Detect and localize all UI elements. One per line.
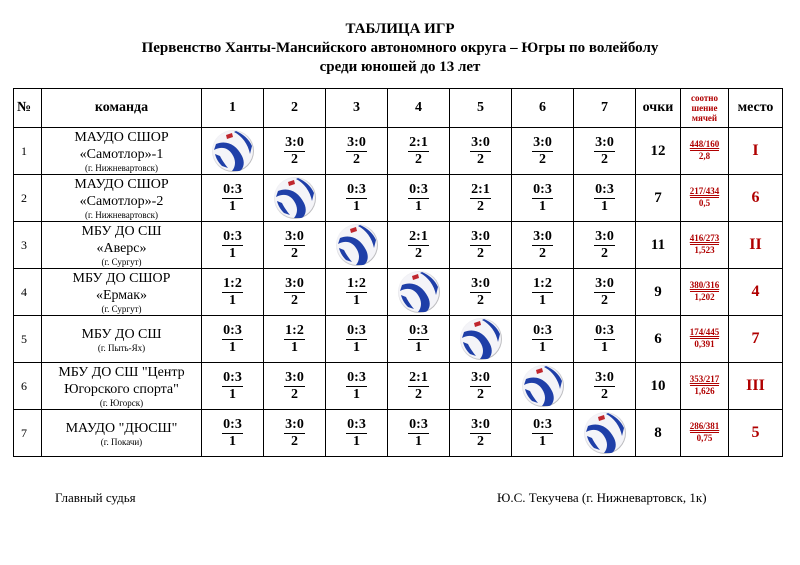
match-score	[532, 276, 553, 309]
ball-ratio	[690, 233, 720, 256]
set-score: 0:3	[223, 369, 242, 385]
team-number: 5	[14, 316, 42, 363]
match-score	[470, 229, 491, 262]
match-points: 2	[290, 292, 298, 308]
col-ratio	[681, 89, 729, 128]
set-score: 3:0	[471, 228, 490, 244]
team-cell	[42, 410, 202, 457]
team-name-line1: МБУ ДО СШОР	[72, 271, 171, 286]
match-points: 2	[538, 245, 546, 261]
match-score	[346, 135, 367, 168]
match-points: 2	[476, 386, 484, 402]
judge-name: Ю.С. Текучева (г. Нижневартовск, 1к)	[497, 490, 707, 505]
ratio-cell	[681, 363, 729, 410]
team-points: 10	[636, 363, 681, 410]
match-score	[594, 229, 615, 262]
self-match-cell	[512, 363, 574, 410]
set-score: 3:0	[285, 369, 304, 385]
self-match-cell	[574, 410, 636, 457]
match-points: 1	[352, 339, 360, 355]
set-score: 1:2	[347, 275, 366, 291]
result-cell	[326, 363, 388, 410]
match-points: 1	[290, 339, 298, 355]
match-points: 1	[414, 339, 422, 355]
col-game-4: 4	[388, 89, 450, 128]
ratio-cell	[681, 410, 729, 457]
set-score: 3:0	[471, 416, 490, 432]
page-subtitle-age: среди юношей до 13 лет	[319, 59, 481, 75]
match-score	[408, 229, 429, 262]
ratio-balls: 217/434	[689, 185, 720, 196]
set-score: 3:0	[285, 275, 304, 291]
result-cell	[388, 410, 450, 457]
match-points: 1	[352, 198, 360, 214]
team-name-line1: МБУ ДО СШ	[81, 224, 162, 239]
result-cell	[326, 175, 388, 222]
match-points: 2	[414, 245, 422, 261]
table-row	[14, 222, 783, 269]
team-name-line1: МБУ ДО СШ "Центр	[58, 365, 185, 380]
result-cell	[574, 175, 636, 222]
set-score: 1:2	[285, 322, 304, 338]
team-number: 2	[14, 175, 42, 222]
match-score	[222, 323, 243, 356]
result-cell	[512, 269, 574, 316]
result-cell	[202, 269, 264, 316]
match-points: 1	[352, 292, 360, 308]
match-score	[594, 276, 615, 309]
team-place: I	[729, 128, 783, 175]
set-score: 0:3	[223, 416, 242, 432]
team-place: 5	[729, 410, 783, 457]
result-cell	[512, 222, 574, 269]
set-score: 0:3	[595, 322, 614, 338]
set-score: 2:1	[409, 228, 428, 244]
self-match-cell	[388, 269, 450, 316]
match-points: 2	[476, 198, 484, 214]
match-points: 2	[600, 151, 608, 167]
result-cell	[264, 316, 326, 363]
team-name-line1: МБУ ДО СШ	[81, 326, 162, 342]
table-row	[14, 410, 783, 457]
result-cell	[574, 363, 636, 410]
result-cell	[202, 363, 264, 410]
ball-ratio	[690, 327, 720, 350]
match-points: 1	[538, 339, 546, 355]
match-score	[470, 182, 491, 215]
set-score: 0:3	[223, 228, 242, 244]
result-cell	[264, 269, 326, 316]
team-name-line1: МАУДО СШОР	[74, 177, 169, 192]
set-score: 0:3	[347, 181, 366, 197]
match-points: 1	[538, 292, 546, 308]
team-points: 12	[636, 128, 681, 175]
set-score: 0:3	[409, 416, 428, 432]
match-score	[284, 323, 305, 356]
table-row	[14, 128, 783, 175]
self-match-cell	[326, 222, 388, 269]
match-points: 2	[600, 245, 608, 261]
col-place: место	[729, 89, 783, 128]
set-score: 3:0	[533, 228, 552, 244]
team-city: (г. Пыть-Ях)	[97, 342, 146, 353]
result-cell	[264, 410, 326, 457]
result-cell	[512, 410, 574, 457]
set-score: 3:0	[285, 416, 304, 432]
match-points: 2	[600, 292, 608, 308]
match-points: 2	[538, 151, 546, 167]
match-score	[470, 276, 491, 309]
match-score	[470, 370, 491, 403]
match-score	[408, 323, 429, 356]
result-cell	[388, 363, 450, 410]
match-score	[222, 229, 243, 262]
ratio-balls: 174/445	[689, 326, 720, 337]
match-score	[408, 370, 429, 403]
set-score: 3:0	[595, 228, 614, 244]
match-points: 1	[538, 198, 546, 214]
set-score: 0:3	[409, 181, 428, 197]
team-city: (г. Покачи)	[100, 436, 143, 447]
games-table	[13, 88, 783, 457]
team-place: III	[729, 363, 783, 410]
match-score	[594, 182, 615, 215]
self-match-cell	[202, 128, 264, 175]
result-cell	[450, 269, 512, 316]
table-row	[14, 363, 783, 410]
col-game-7: 7	[574, 89, 636, 128]
volleyball-icon	[460, 318, 502, 360]
team-cell	[42, 269, 202, 316]
set-score: 3:0	[533, 134, 552, 150]
team-name-line2: «Самотлор»-2	[79, 194, 164, 209]
match-score	[594, 370, 615, 403]
match-points: 2	[290, 245, 298, 261]
set-score: 2:1	[409, 134, 428, 150]
team-name-line2: «Аверс»	[96, 241, 147, 256]
table-header-row	[14, 89, 783, 128]
col-game-6: 6	[512, 89, 574, 128]
team-name-line2: Югорского спорта"	[64, 382, 179, 397]
col-ratio-line3: мячей	[691, 113, 718, 123]
match-points: 2	[290, 433, 298, 449]
self-match-cell	[264, 175, 326, 222]
match-points: 1	[600, 198, 608, 214]
match-points: 1	[538, 433, 546, 449]
col-num: №	[14, 89, 42, 128]
page-title: ТАБЛИЦА ИГР	[345, 21, 455, 37]
match-points: 1	[228, 198, 236, 214]
result-cell	[574, 222, 636, 269]
team-place: 4	[729, 269, 783, 316]
ratio-value: 1,523	[694, 244, 715, 255]
page-subtitle: Первенство Ханты-Мансийского автономного округа – Югры по волейболу	[141, 40, 659, 56]
match-score	[532, 182, 553, 215]
set-score: 3:0	[595, 134, 614, 150]
match-score	[594, 323, 615, 356]
ratio-value: 1,626	[694, 385, 715, 396]
col-game-1: 1	[202, 89, 264, 128]
match-score	[346, 370, 367, 403]
team-name-line1: МАУДО СШОР	[74, 130, 169, 145]
set-score: 0:3	[533, 322, 552, 338]
ratio-value: 0,391	[694, 338, 715, 349]
col-game-2: 2	[264, 89, 326, 128]
result-cell	[450, 363, 512, 410]
ratio-balls: 286/381	[689, 420, 720, 431]
team-city: (г. Югорск)	[99, 398, 144, 408]
set-score: 3:0	[285, 134, 304, 150]
result-cell	[264, 222, 326, 269]
team-points: 6	[636, 316, 681, 363]
ratio-value: 1,202	[694, 291, 715, 302]
match-score	[408, 417, 429, 450]
set-score: 0:3	[595, 181, 614, 197]
result-cell	[326, 269, 388, 316]
match-points: 2	[476, 292, 484, 308]
col-game-5: 5	[450, 89, 512, 128]
match-score	[470, 417, 491, 450]
team-name-line1: МАУДО "ДЮСШ"	[65, 420, 178, 436]
match-score	[222, 417, 243, 450]
set-score: 3:0	[595, 275, 614, 291]
team-number: 7	[14, 410, 42, 457]
team-cell	[42, 175, 202, 222]
result-cell	[388, 316, 450, 363]
result-cell	[388, 128, 450, 175]
match-points: 2	[290, 151, 298, 167]
match-score	[532, 229, 553, 262]
set-score: 0:3	[347, 369, 366, 385]
match-points: 2	[290, 386, 298, 402]
col-team: команда	[42, 89, 202, 128]
set-score: 2:1	[409, 369, 428, 385]
set-score: 3:0	[595, 369, 614, 385]
set-score: 3:0	[285, 228, 304, 244]
ball-ratio	[690, 186, 720, 209]
match-score	[532, 135, 553, 168]
volleyball-icon	[522, 365, 564, 407]
result-cell	[202, 316, 264, 363]
result-cell	[202, 222, 264, 269]
ratio-balls: 448/160	[689, 138, 720, 149]
table-row	[14, 175, 783, 222]
team-city: (г. Сургут)	[101, 304, 142, 314]
result-cell	[512, 316, 574, 363]
ratio-cell	[681, 175, 729, 222]
result-cell	[512, 128, 574, 175]
ratio-balls: 416/273	[689, 232, 720, 243]
match-points: 2	[600, 386, 608, 402]
ball-ratio	[690, 139, 720, 162]
team-city: (г. Нижневартовск)	[85, 163, 158, 173]
volleyball-icon	[336, 224, 378, 266]
set-score: 3:0	[471, 134, 490, 150]
match-points: 2	[476, 433, 484, 449]
match-score	[284, 276, 305, 309]
result-cell	[264, 128, 326, 175]
match-score	[346, 323, 367, 356]
ratio-value: 2,8	[698, 150, 711, 161]
match-points: 2	[476, 245, 484, 261]
match-points: 1	[414, 433, 422, 449]
team-number: 4	[14, 269, 42, 316]
set-score: 0:3	[347, 416, 366, 432]
result-cell	[202, 410, 264, 457]
set-score: 0:3	[347, 322, 366, 338]
match-score	[222, 182, 243, 215]
ratio-cell	[681, 316, 729, 363]
ball-ratio	[690, 280, 720, 303]
team-name-line2: «Самотлор»-1	[79, 147, 164, 162]
self-match-cell	[450, 316, 512, 363]
ratio-value: 0,75	[696, 432, 713, 443]
match-points: 2	[352, 151, 360, 167]
team-cell	[42, 363, 202, 410]
ratio-balls: 380/316	[689, 279, 720, 290]
page-title-block	[0, 20, 800, 77]
volleyball-icon	[398, 271, 440, 313]
match-score	[284, 417, 305, 450]
match-points: 1	[228, 292, 236, 308]
ratio-value: 0,5	[698, 197, 711, 208]
set-score: 0:3	[223, 322, 242, 338]
result-cell	[264, 363, 326, 410]
ratio-cell	[681, 269, 729, 316]
judge-label: Главный судья	[55, 490, 136, 505]
set-score: 2:1	[471, 181, 490, 197]
team-name-line2: «Ермак»	[95, 288, 148, 303]
result-cell	[388, 222, 450, 269]
match-score	[346, 417, 367, 450]
match-points: 1	[352, 386, 360, 402]
team-cell	[42, 316, 202, 363]
ratio-cell	[681, 128, 729, 175]
col-ratio-line1: соотно	[691, 93, 718, 103]
col-points: очки	[636, 89, 681, 128]
team-city: (г. Сургут)	[101, 257, 142, 267]
match-points: 1	[600, 339, 608, 355]
match-score	[284, 229, 305, 262]
match-score	[222, 276, 243, 309]
team-number: 3	[14, 222, 42, 269]
result-cell	[574, 269, 636, 316]
set-score: 0:3	[223, 181, 242, 197]
match-score	[408, 135, 429, 168]
match-score	[594, 135, 615, 168]
result-cell	[202, 175, 264, 222]
match-score	[222, 370, 243, 403]
set-score: 1:2	[533, 275, 552, 291]
match-score	[346, 182, 367, 215]
result-cell	[388, 175, 450, 222]
result-cell	[450, 410, 512, 457]
team-number: 1	[14, 128, 42, 175]
result-cell	[450, 175, 512, 222]
result-cell	[326, 316, 388, 363]
match-points: 1	[228, 433, 236, 449]
result-cell	[450, 128, 512, 175]
volleyball-icon	[584, 412, 626, 454]
match-points: 1	[228, 245, 236, 261]
match-points: 2	[476, 151, 484, 167]
match-points: 1	[352, 433, 360, 449]
match-points: 1	[228, 339, 236, 355]
match-points: 1	[414, 198, 422, 214]
match-score	[532, 323, 553, 356]
result-cell	[574, 316, 636, 363]
volleyball-icon	[212, 130, 254, 172]
team-points: 8	[636, 410, 681, 457]
result-cell	[450, 222, 512, 269]
result-cell	[326, 410, 388, 457]
set-score: 0:3	[533, 181, 552, 197]
col-game-3: 3	[326, 89, 388, 128]
match-score	[284, 370, 305, 403]
match-points: 2	[414, 151, 422, 167]
match-points: 1	[228, 386, 236, 402]
ball-ratio	[690, 374, 720, 397]
match-score	[346, 276, 367, 309]
team-place: II	[729, 222, 783, 269]
team-place: 6	[729, 175, 783, 222]
table-row	[14, 316, 783, 363]
team-cell	[42, 222, 202, 269]
set-score: 3:0	[471, 369, 490, 385]
team-place: 7	[729, 316, 783, 363]
team-points: 7	[636, 175, 681, 222]
set-score: 0:3	[409, 322, 428, 338]
team-points: 11	[636, 222, 681, 269]
match-score	[532, 417, 553, 450]
ratio-balls: 353/217	[689, 373, 720, 384]
set-score: 3:0	[471, 275, 490, 291]
match-score	[284, 135, 305, 168]
match-score	[470, 135, 491, 168]
volleyball-icon	[274, 177, 316, 219]
result-cell	[326, 128, 388, 175]
result-cell	[512, 175, 574, 222]
team-number: 6	[14, 363, 42, 410]
ratio-cell	[681, 222, 729, 269]
set-score: 0:3	[533, 416, 552, 432]
table-row	[14, 269, 783, 316]
team-points: 9	[636, 269, 681, 316]
set-score: 1:2	[223, 275, 242, 291]
set-score: 3:0	[347, 134, 366, 150]
col-ratio-line2: шение	[691, 103, 718, 113]
result-cell	[574, 128, 636, 175]
team-cell	[42, 128, 202, 175]
team-city: (г. Нижневартовск)	[85, 210, 158, 220]
match-score	[408, 182, 429, 215]
ball-ratio	[690, 421, 720, 444]
match-points: 2	[414, 386, 422, 402]
